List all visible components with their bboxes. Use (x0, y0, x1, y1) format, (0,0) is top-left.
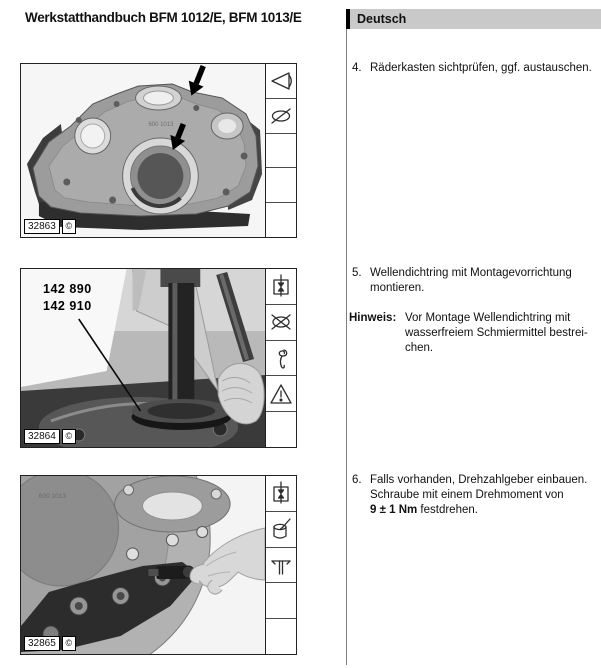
figure-label (24, 429, 76, 444)
icon-cell-empty (266, 203, 296, 237)
step-number: 4. (352, 62, 362, 74)
icon-cell (266, 548, 296, 584)
sensor-install-photo (21, 476, 265, 654)
special-tool-icon (269, 346, 293, 370)
icon-cell (266, 341, 296, 377)
note-hinweis (349, 311, 594, 356)
figure-photo (21, 64, 266, 237)
torque-value: 9 ± 1 Nm (370, 504, 418, 516)
language-header-bar (346, 9, 601, 29)
step-number: 6. (352, 474, 362, 486)
svg-text:600 1013: 600 1013 (148, 121, 174, 129)
copyright-icon: © (62, 219, 76, 234)
do-not-reuse-icon (269, 310, 293, 334)
step-text: Falls vorhanden, Drehzahlgeber einbauen. Schraube mit einem Drehmoment von 9 ± 1 Nm festdrehen. (370, 474, 588, 516)
icon-cell (266, 376, 296, 412)
figure-32864 (20, 268, 297, 448)
step-6 (352, 473, 592, 518)
icon-cell-empty (266, 619, 296, 654)
step-5 (352, 266, 592, 296)
icon-cell-empty (266, 583, 296, 619)
copyright-icon: © (62, 636, 76, 651)
symbol-strip (266, 269, 296, 447)
torque-wrench-icon (269, 553, 293, 577)
lubricate-icon (269, 517, 293, 541)
figure-photo (21, 476, 266, 654)
language-label: Deutsch (357, 12, 407, 26)
icon-cell-empty (266, 412, 296, 447)
gear-case-cover-photo (21, 64, 265, 237)
icon-cell-empty (266, 168, 296, 203)
figure-number: 32864 (24, 429, 60, 444)
step-text: Räderkasten sichtprüfen, ggf. austauschen. (370, 62, 592, 74)
icon-cell-empty (266, 134, 296, 169)
copyright-icon: © (62, 429, 76, 444)
icon-cell (266, 305, 296, 341)
warning-icon (269, 382, 293, 406)
figure-32865 (20, 475, 297, 655)
torque-line: 9 ± 1 Nm festdrehen. (370, 504, 478, 516)
figure-label (24, 636, 76, 651)
figure-32863 (20, 63, 297, 238)
install-icon (269, 274, 293, 298)
symbol-strip (266, 64, 296, 237)
icon-cell (266, 476, 296, 512)
note-label: Hinweis: (349, 312, 397, 324)
figure-number: 32865 (24, 636, 60, 651)
icon-cell (266, 64, 296, 99)
symbol-strip (266, 476, 296, 654)
tool-number: 142 890 (43, 282, 92, 296)
step-number: 5. (352, 267, 362, 279)
replace-seal-icon (269, 104, 293, 128)
icon-cell (266, 99, 296, 134)
step-4 (352, 61, 592, 76)
note-text: Vor Montage Wellendichtring mit wasserfreiem Schmiermittel bestrei- chen. (405, 312, 588, 354)
figure-number: 32863 (24, 219, 60, 234)
icon-cell (266, 512, 296, 548)
column-divider (346, 29, 347, 665)
install-icon (269, 481, 293, 505)
tool-number: 142 910 (43, 299, 92, 313)
visual-inspect-icon (269, 69, 293, 93)
svg-text:600 1013: 600 1013 (38, 492, 66, 501)
figure-label (24, 219, 76, 234)
icon-cell (266, 269, 296, 305)
page-title: Werkstatthandbuch BFM 1012/E, BFM 1013/E (25, 10, 302, 25)
tool-numbers (43, 281, 92, 315)
step-text: Wellendichtring mit Montagevorrichtung montieren. (370, 267, 572, 294)
figure-photo (21, 269, 266, 447)
